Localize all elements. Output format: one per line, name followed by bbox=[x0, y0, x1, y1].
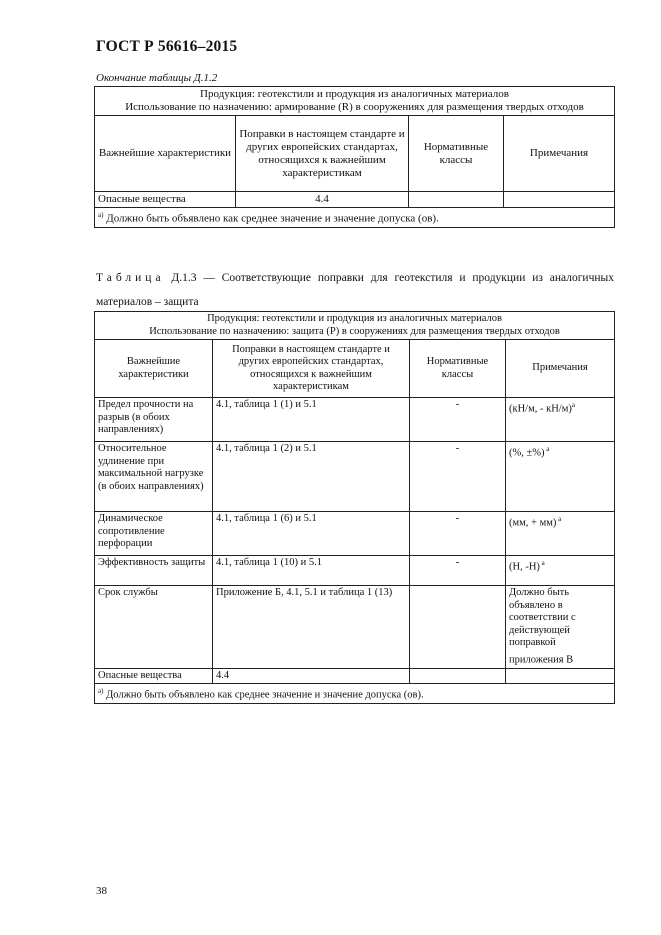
table-d13 bbox=[94, 311, 615, 704]
table-row bbox=[95, 192, 615, 208]
table1-title-product: Продукция: геотекстили и продукция из аналогичных материалов bbox=[200, 88, 509, 100]
table2-row-characteristic: Эффективность защиты bbox=[95, 556, 213, 586]
table2-row-notes-text: (%, ±%) bbox=[509, 447, 545, 459]
table2-row-characteristic: Срок службы bbox=[95, 586, 213, 669]
table1-row-characteristic: Опасные вещества bbox=[95, 192, 236, 208]
table1-footnote-mark: а) bbox=[98, 211, 104, 219]
table1-caption: Окончание таблицы Д.1.2 bbox=[96, 72, 218, 84]
table2-row-characteristic: Динамическое сопротивление перфорации bbox=[95, 512, 213, 556]
table-row bbox=[95, 668, 615, 684]
table-row bbox=[95, 586, 615, 669]
table2-header-classes: Нормативные классы bbox=[410, 340, 506, 398]
table1-row-classes bbox=[409, 192, 504, 208]
table1-header-classes: Нормативные классы bbox=[409, 116, 504, 192]
table2-row-classes: - bbox=[410, 398, 506, 442]
table-row bbox=[95, 398, 615, 442]
footnote-ref: а bbox=[544, 445, 550, 453]
table2-row-amendment: 4.4 bbox=[213, 668, 410, 684]
table1-header-notes: Примечания bbox=[504, 116, 615, 192]
table1-title bbox=[95, 87, 615, 116]
table2-header-characteristics: Важнейшие характеристики bbox=[95, 340, 213, 398]
table2-row-notes bbox=[506, 442, 615, 512]
table2-row-classes bbox=[410, 586, 506, 669]
table2-row-characteristic: Опасные вещества bbox=[95, 668, 213, 684]
table2-row-notes bbox=[506, 668, 615, 684]
table2-header-amendments: Поправки в настоящем стандарте и других европейских стандартах, относящихся к важнейшим характеристикам bbox=[213, 340, 410, 398]
table1-row-amendment: 4.4 bbox=[236, 192, 409, 208]
footnote-ref: а bbox=[556, 515, 562, 523]
table2-row-classes bbox=[410, 668, 506, 684]
table1-footnote bbox=[95, 208, 615, 228]
table-row bbox=[95, 556, 615, 586]
page-number: 38 bbox=[96, 885, 107, 897]
table-d12-end bbox=[94, 86, 615, 228]
table2-footnote bbox=[95, 684, 615, 704]
table2-row-amendment: 4.1, таблица 1 (10) и 5.1 bbox=[213, 556, 410, 586]
table2-title bbox=[95, 312, 615, 340]
table2-caption-label: Таблица bbox=[96, 272, 165, 284]
table2-row-amendment: 4.1, таблица 1 (2) и 5.1 bbox=[213, 442, 410, 512]
table2-row-classes: - bbox=[410, 442, 506, 512]
table2-row-notes-text: Должно быть объявлено в соответствии с действующей поправкой приложения В bbox=[509, 587, 576, 665]
table2-caption bbox=[96, 266, 614, 314]
table1-footnote-text: Должно быть объявлено как среднее значение и значение допуска (ов). bbox=[103, 212, 439, 225]
table2-row-classes: - bbox=[410, 512, 506, 556]
table2-row-notes-text: (кН/м, - кН/м) bbox=[509, 403, 572, 415]
table2-row-notes bbox=[506, 512, 615, 556]
table2-row-characteristic: Относительное удлинение при максимальной нагрузке (в обоих направлениях) bbox=[95, 442, 213, 512]
table-row bbox=[95, 442, 615, 512]
table2-header-notes: Примечания bbox=[506, 340, 615, 398]
table2-row-amendment: 4.1, таблица 1 (1) и 5.1 bbox=[213, 398, 410, 442]
table2-row-classes: - bbox=[410, 556, 506, 586]
footnote-ref: а bbox=[571, 401, 575, 409]
table2-caption-text: Д.1.3 — Соответствующие поправки для геотекстиля и продукции из аналогичных материалов – защита bbox=[96, 272, 614, 308]
table2-footnote-text: Должно быть объявлено как среднее значение и значение допуска (ов). bbox=[103, 689, 424, 701]
table2-title-product: Продукция: геотекстили и продукция из аналогичных материалов bbox=[207, 313, 502, 324]
table1-title-usage: Использование по назначению: армирование (R) в сооружениях для размещения твердых отходов bbox=[125, 101, 584, 113]
table1-header-characteristics: Важнейшие характеристики bbox=[95, 116, 236, 192]
table2-title-usage: Использование по назначению: защита (P) в сооружениях для размещения твердых отходов bbox=[149, 325, 560, 337]
table2-row-amendment: Приложение Б, 4.1, 5.1 и таблица 1 (13) bbox=[213, 586, 410, 669]
footnote-ref: а bbox=[539, 559, 545, 567]
table1-header-amendments: Поправки в настоящем стандарте и других европейских стандартах, относящихся к важнейшим характеристикам bbox=[236, 116, 409, 192]
table2-row-notes-text: (мм, + мм) bbox=[509, 517, 557, 529]
table2-row-characteristic: Предел прочности на разрыв (в обоих направлениях) bbox=[95, 398, 213, 442]
table2-row-notes bbox=[506, 586, 615, 669]
table2-footnote-mark: а) bbox=[98, 687, 104, 695]
table2-row-notes bbox=[506, 556, 615, 586]
table-row bbox=[95, 512, 615, 556]
table1-row-notes bbox=[504, 192, 615, 208]
table2-row-amendment: 4.1, таблица 1 (6) и 5.1 bbox=[213, 512, 410, 556]
table2-row-notes-text: (Н, -Н) bbox=[509, 561, 540, 573]
document-header: ГОСТ Р 56616–2015 bbox=[96, 38, 238, 55]
table2-row-notes bbox=[506, 398, 615, 442]
